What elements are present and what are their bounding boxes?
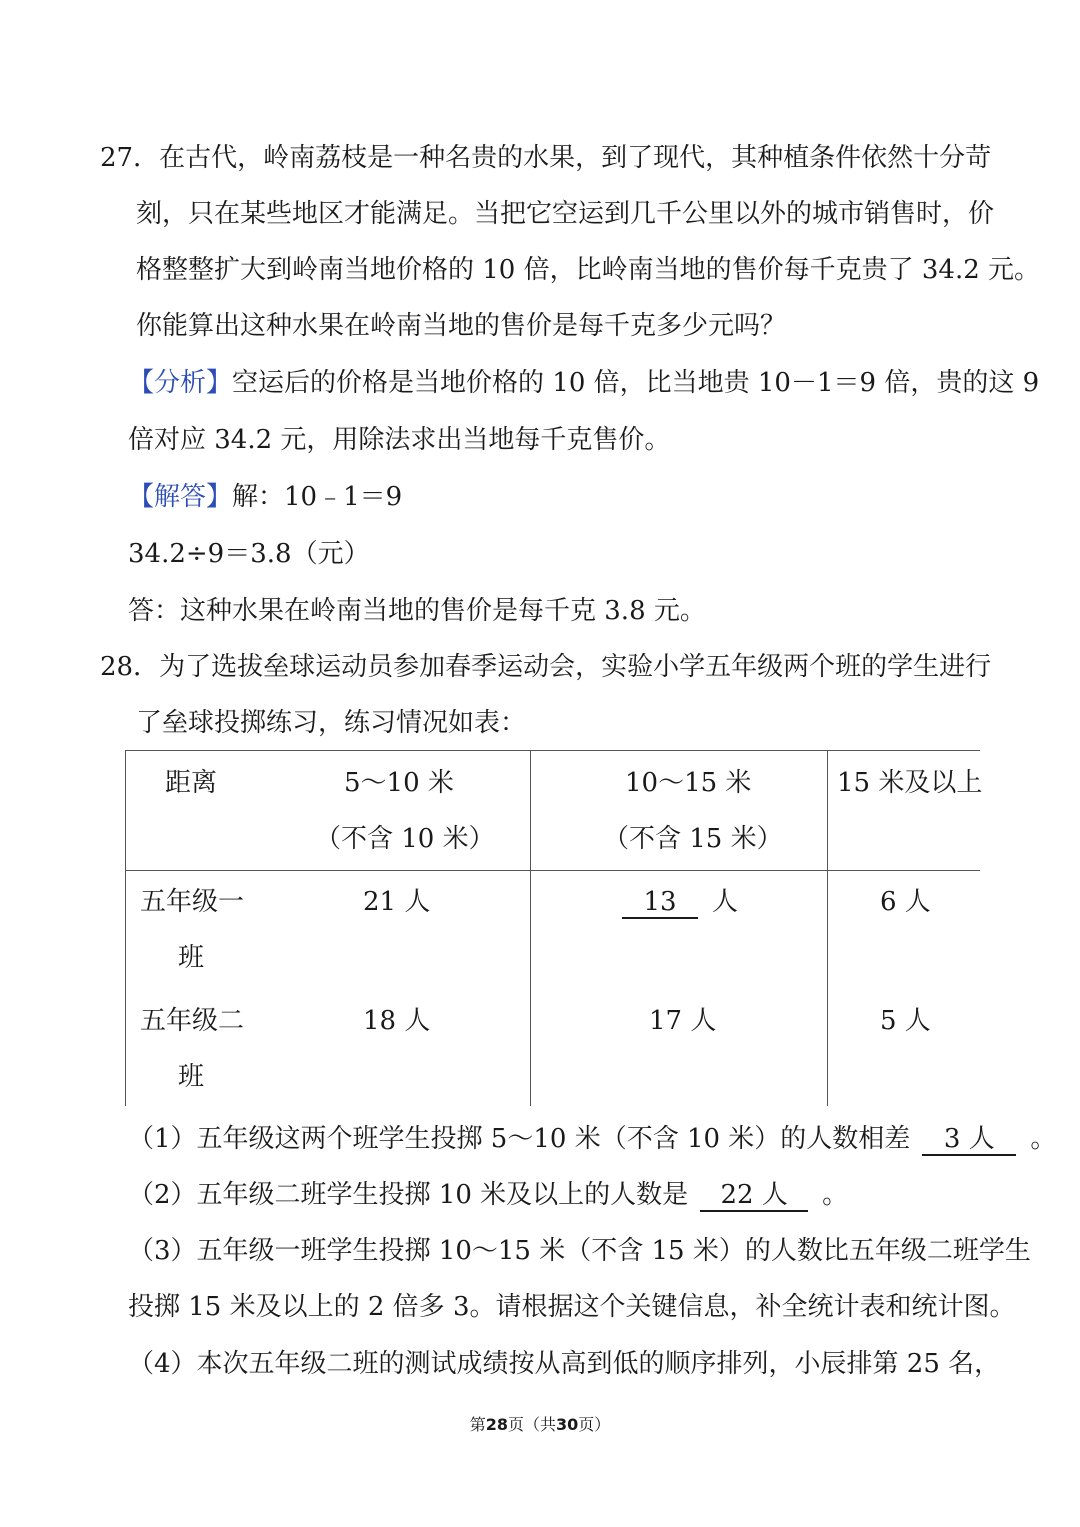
- throw-table: [125, 750, 983, 1106]
- q28-line-1: [100, 650, 991, 684]
- sub1-end: 。: [1030, 1124, 1057, 1154]
- analysis-tag: 【分析】: [128, 368, 233, 398]
- table-col-divider-1: [530, 750, 531, 1106]
- header-label: 距离: [165, 768, 218, 798]
- q27-line-2: 刻，只在某些地区才能满足。当把它空运到几千公里以外的城市销售时，价: [136, 199, 995, 229]
- table-col-divider-2: [827, 750, 828, 1106]
- q28-line-2: 了垒球投掷练习，练习情况如表：: [136, 708, 527, 738]
- sub1: [128, 1122, 1056, 1156]
- analysis-text-1: 空运后的价格是当地价格的 10 倍，比当地贵 10－1＝9 倍，贵的这 9: [232, 368, 1040, 398]
- footer-pre: 第: [469, 1415, 486, 1434]
- q28-number: 28．: [100, 652, 160, 682]
- q28-text-1: 为了选拔垒球运动员参加春季运动会，实验小学五年级两个班的学生进行: [159, 652, 992, 682]
- row1-col3: 6 人: [880, 887, 931, 917]
- row2-name-line1: 五年级二: [140, 1006, 245, 1036]
- sub3-line-2: 投掷 15 米及以上的 2 倍多 3。请根据这个关键信息，补全统计表和统计图。: [128, 1292, 1016, 1322]
- sub1-blank: 3 人: [922, 1124, 1016, 1156]
- q27-line-3: 格整整扩大到岭南当地价格的 10 倍，比岭南当地的售价每千克贵了 34.2 元。: [136, 255, 1041, 285]
- footer-post: 页）: [578, 1415, 611, 1434]
- q27-line-1: [100, 141, 991, 175]
- row2-name-line2: 班: [178, 1062, 205, 1092]
- sub2-end: 。: [822, 1180, 849, 1210]
- q27-answer-line-1: [128, 480, 402, 514]
- q27-analysis-line-1: [128, 366, 1039, 400]
- row2-col3: 5 人: [880, 1006, 931, 1036]
- header-col2-line2: （不含 15 米）: [603, 824, 783, 854]
- footer-page-number: 28: [485, 1415, 508, 1434]
- sub1-text: （1）五年级这两个班学生投掷 5～10 米（不含 10 米）的人数相差: [128, 1124, 911, 1154]
- row1-name-line1: 五年级一: [140, 887, 245, 917]
- table-left-border: [125, 750, 126, 1106]
- row1-name-line2: 班: [178, 943, 205, 973]
- footer-mid: 页（共: [507, 1415, 556, 1434]
- sub2-text: （2）五年级二班学生投掷 10 米及以上的人数是: [128, 1180, 689, 1210]
- footer-total-pages: 30: [556, 1415, 579, 1434]
- header-col2-line1: 10～15 米: [625, 768, 752, 798]
- q27-text-1: 在古代，岭南荔枝是一种名贵的水果，到了现代，其种植条件依然十分苛: [159, 143, 992, 173]
- q27-answer-line-3: 答：这种水果在岭南当地的售价是每千克 3.8 元。: [128, 596, 706, 626]
- sub4: （4）本次五年级二班的测试成绩按从高到低的顺序排列，小辰排第 25 名，: [128, 1349, 1001, 1379]
- header-col1-line1: 5～10 米: [344, 768, 454, 798]
- row1-col2: [622, 885, 738, 919]
- q27-number: 27．: [100, 143, 160, 173]
- answer-tag: 【解答】: [128, 482, 233, 512]
- answer-text-1: 解：10﹣1＝9: [232, 482, 403, 512]
- table-header-border: [125, 870, 980, 871]
- row1-col1: 21 人: [363, 887, 431, 917]
- row1-col2-blank: 13: [622, 887, 698, 919]
- page-footer: [0, 1414, 1080, 1436]
- q27-answer-line-2: 34.2÷9＝3.8（元）: [128, 539, 370, 569]
- table-top-border: [125, 750, 980, 751]
- q27-analysis-line-2: 倍对应 34.2 元，用除法求出当地每千克售价。: [128, 425, 671, 455]
- row1-col2-unit: 人: [712, 887, 739, 917]
- sub2: [128, 1178, 848, 1212]
- row2-col2: 17 人: [649, 1006, 717, 1036]
- sub3-line-1: （3）五年级一班学生投掷 10～15 米（不含 15 米）的人数比五年级二班学生: [128, 1236, 1031, 1266]
- q27-line-4: 你能算出这种水果在岭南当地的售价是每千克多少元吗？: [136, 311, 787, 341]
- header-col3: 15 米及以上: [837, 768, 983, 798]
- header-col1-line2: （不含 10 米）: [315, 824, 495, 854]
- row2-col1: 18 人: [363, 1006, 431, 1036]
- sub2-blank: 22 人: [700, 1180, 808, 1212]
